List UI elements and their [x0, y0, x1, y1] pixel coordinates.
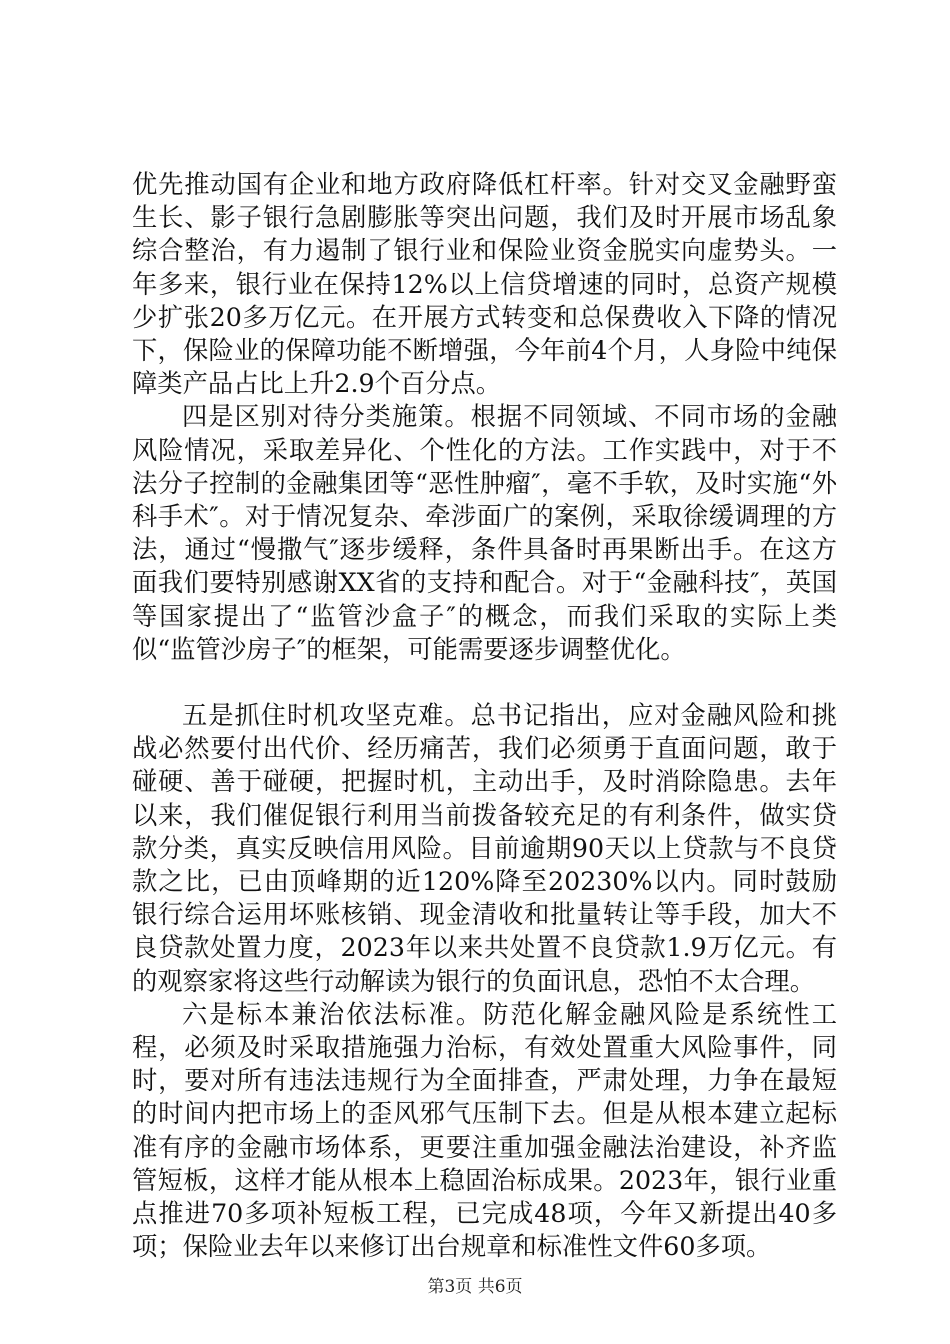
paragraph-point-six: 六是标本兼治依法标准。防范化解金融风险是系统性工程，必须及时采取措施强力治标，有效处置重大风险事件，同时，要对所有违法违规行为全面排查，严肃处理，力争在最短的时间内把市场上的歪风邪气压制下去。但是从根本建立起标准有序的金融市场体系，更要注重加强金融法治建设，补齐监管短板，这样才能从根本上稳固治标成果。2023年，银行业重点推进70多项补短板工程，已完成48项，今年又新提出40多项；保险业去年以来修订出台规章和标准性文件60多项。 [132, 999, 837, 1262]
paragraph-point-five: 五是抓住时机攻坚克难。总书记指出，应对金融风险和挑战必然要付出代价、经历痛苦，我们必须勇于直面问题，敢于碰硬、善于碰硬，把握时机，主动出手，及时消除隐患。去年以来，我们催促银行利用当前拨备较充足的有利条件，做实贷款分类，真实反映信用风险。目前逾期90天以上贷款与不良贷款之比，已由顶峰期的近120%降至20230%以内。同时鼓励银行综合运用坏账核销、现金清收和批量转让等手段，加大不良贷款处置力度，2023年以来共处置不良贷款1.9万亿元。有的观察家将这些行动解读为银行的负面讯息，恐怕不太合理。 [132, 701, 837, 996]
document-body [132, 168, 837, 1264]
page-footer: 第3页 共6页 [427, 1277, 523, 1297]
paragraph-point-four: 四是区别对待分类施策。根据不同领域、不同市场的金融风险情况，采取差异化、个性化的方法。工作实践中，对于不法分子控制的金融集团等“恶性肿瘤″，毫不手软，及时实施“外科手术″。对于情况复杂、牵涉面广的案例，采取徐缓调理的方法，通过“慢撒气″逐步缓释，条件具备时再果断出手。在这方面我们要特别感谢XX省的支持和配合。对于“金融科技″，英国等国家提出了“监管沙盒子″的概念，而我们采取的实际上类似“监管沙房子″的框架，可能需要逐步调整优化。 [132, 402, 837, 664]
paragraph-continuation: 优先推动国有企业和地方政府降低杠杆率。针对交叉金融野蛮生长、影子银行急剧膨胀等突出问题，我们及时开展市场乱象综合整治，有力遏制了银行业和保险业资金脱实向虚势头。一年多来，银行业在保持12%以上信贷增速的同时，总资产规模少扩张20多万亿元。在开展方式转变和总保费收入下降的情况下，保险业的保障功能不断增强，今年前4个月，人身险中纯保障类产品占比上升2.9个百分点。 [132, 170, 837, 399]
